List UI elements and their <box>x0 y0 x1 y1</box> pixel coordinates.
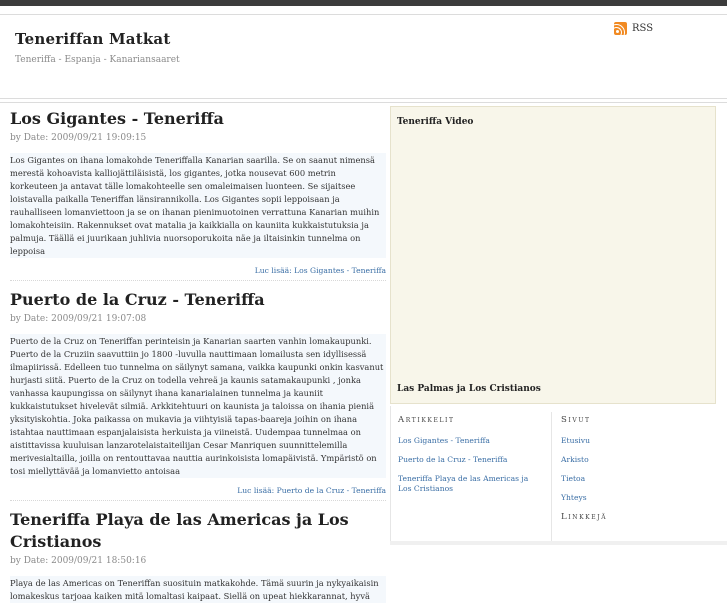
column-divider <box>551 412 552 542</box>
page-link-arkisto[interactable]: Arkisto <box>561 455 589 464</box>
article-link[interactable]: Puerto de la Cruz - Teneriffa <box>398 455 508 464</box>
page-link-yhteys[interactable]: Yhteys <box>561 493 587 502</box>
post-list <box>10 108 386 603</box>
divider <box>0 98 727 99</box>
rss-icon <box>614 22 627 35</box>
post-title[interactable]: Los Gigantes - Teneriffa <box>10 109 224 128</box>
pages-title: Sivut <box>561 415 591 425</box>
sidebar-widgets <box>390 406 727 545</box>
video-caption: Las Palmas ja Los Cristianos <box>397 384 541 394</box>
article-link[interactable]: Teneriffa Playa de las Americas ja Los Cristianos <box>398 474 529 493</box>
articles-widget <box>398 415 538 503</box>
read-more-link[interactable]: Luc lisää: Los Gigantes - Teneriffa <box>254 266 386 275</box>
read-more-link[interactable]: Luc lisää: Puerto de la Cruz - Teneriffa <box>237 486 386 495</box>
articles-list <box>398 436 538 494</box>
article-link[interactable]: Los Gigantes - Teneriffa <box>398 436 490 445</box>
links-title: Linkkejä <box>561 512 608 522</box>
post-body <box>10 576 386 603</box>
post-body <box>10 334 386 478</box>
post-date: by Date: 2009/09/21 18:50:16 <box>10 556 147 566</box>
post-divider <box>10 280 386 281</box>
post-text: Puerto de la Cruz on Teneriffan perinteisin ja Kanarian saarten vanhin lomakaupunki. Puerto de la Cruziin saavuttiin jo 1800 -luvulla nauttimaan lomailusta sen idyllisessä ilmapiirissä. Edelleen tuo tunnelma on säilynyt samana, vaikka kaupunki onkin kasvanut hurjasti siitä. Puerto de la Cruz on todella vehreä ja kaunis satamakaupunki , jonka vanhassa kaupungissa on säilynyt ihana kanarialainen tunnelma ja kauniit kukkaistutukset hivelevät silmiä. Arkkitehtuuri on kaunista ja taloissa on ihania pieniä yksityiskohtia. Joka paikassa on mukavia ja viihtyisiä tapas-baareja joihin on ihana istahtaa nauttimaan espanjalaisista herkuista ja viineistä. Uudempaa tunnelmaa on aistittavissa kuuluisan lanzarotelaistaiteilijan Cesar Manriquen suunnittelemilla merivesialtailla, joilla on rentouttavaa nauttia aurinkoisista lomapäivistä. Ympäristö on tosi miellyttävää ja lomanvietto antoisaa <box>10 336 384 476</box>
rss-label: RSS <box>632 23 654 34</box>
post-text: Los Gigantes on ihana lomakohde Teneriffalla Kanarian saarilla. Se on saanut nimensä merestä kohoavista kalliojättiläisistä, los gigantes, jotka nousevat 600 metrin korkeuteen ja antavat tälle lomakohteelle sen omaleimaisen luonteen. Se sijaitsee loistavalla paikalla Teneriffan länsirannikolla. Los Gigantes sopii leppoisaan ja rauhalliseen lomanviettoon ja se on ihanan pienimuotoinen verrattuna Kanarian muihin lomakohteisiin. Rakennukset ovat matalia ja kaikkialla on kauniita kukkaistutuksia ja palmuja. Täällä ei juurikaan juhlivia nuorsoporukoita näe ja iltaisinkin tunnelma on leppoisa <box>10 155 380 256</box>
site-title[interactable]: Teneriffan Matkat <box>15 30 171 48</box>
post-text: Playa de las Americas on Teneriffan suosituin matkakohde. Tämä suurin ja nykyaikaisin lomakeskus tarjoaa kaiken mitä lomaltasi kaipaat. Siellä on upeat hiekkarannat, hyvä <box>10 578 379 601</box>
video-widget <box>390 106 716 404</box>
divider <box>390 541 727 545</box>
post-body <box>10 153 386 258</box>
articles-title: Artikkelit <box>398 415 455 425</box>
pages-widget <box>561 415 711 533</box>
top-bar <box>0 0 727 6</box>
post <box>10 509 386 603</box>
post-date: by Date: 2009/09/21 19:07:08 <box>10 314 147 324</box>
rss-link[interactable] <box>614 22 653 35</box>
post <box>10 289 386 501</box>
pages-list <box>561 436 711 503</box>
divider <box>0 14 727 15</box>
divider <box>0 102 727 103</box>
site-tagline: Teneriffa - Espanja - Kanariansaaret <box>15 55 180 65</box>
page-link-etusivu[interactable]: Etusivu <box>561 436 590 445</box>
page-link-tietoa[interactable]: Tietoa <box>561 474 586 483</box>
video-title: Teneriffa Video <box>397 117 474 127</box>
post-divider <box>10 500 386 501</box>
post-title[interactable]: Puerto de la Cruz - Teneriffa <box>10 290 265 309</box>
post <box>10 108 386 281</box>
post-title[interactable]: Teneriffa Playa de las Americas ja Los Cristianos <box>10 510 349 551</box>
post-date: by Date: 2009/09/21 19:09:15 <box>10 133 147 143</box>
